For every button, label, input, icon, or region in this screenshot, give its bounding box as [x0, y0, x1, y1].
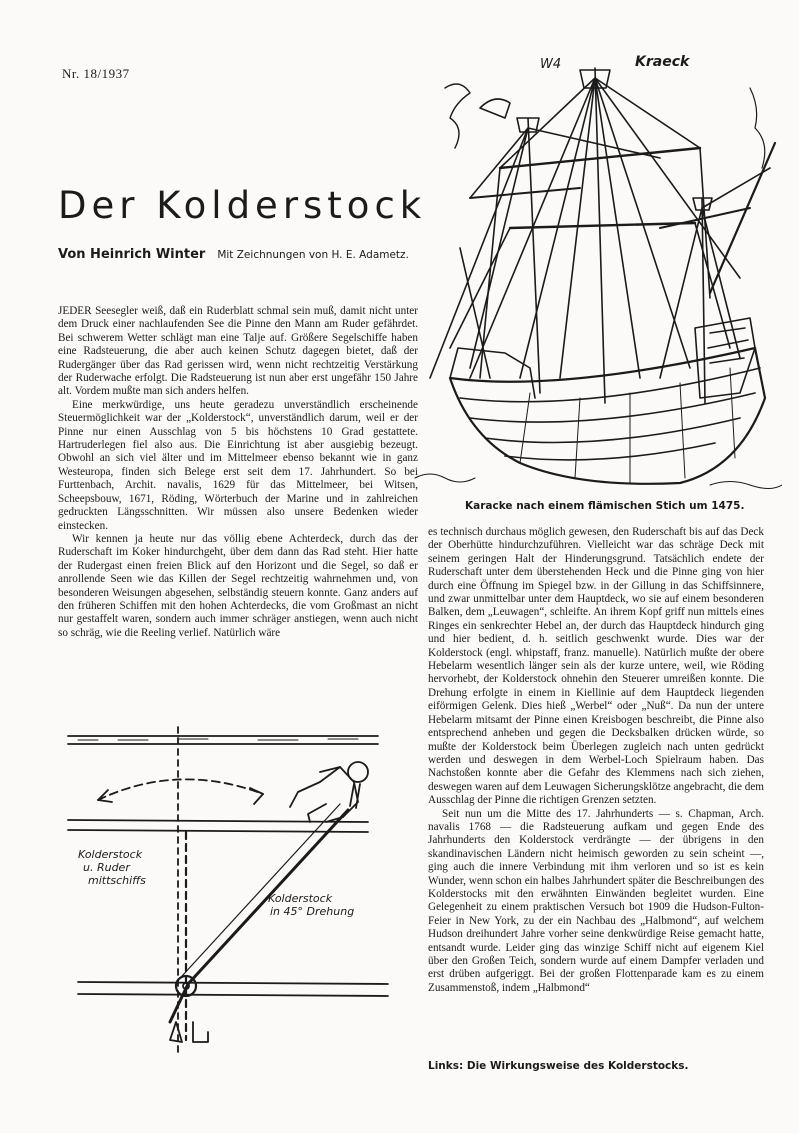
- diagram-label-midships-2: u. Ruder: [83, 861, 130, 874]
- diagram-label-rotated-2: in 45° Drehung: [270, 905, 355, 918]
- diagram-label-midships-3: mittschiffs: [88, 874, 146, 887]
- diagram-label-rotated-1: Kolderstock: [268, 892, 333, 905]
- issue-number: Nr. 18/1937: [62, 66, 130, 81]
- diagram-label-midships-1: Kolderstock: [78, 848, 143, 861]
- illustration-credit: Mit Zeichnungen von H. E. Adametz.: [217, 249, 409, 261]
- paragraph: JEDER Seesegler weiß, daß ein Ruderblatt schmal sein muß, damit nicht unter dem Druck einer nachlaufenden See die Pinne den Mann am Ruder gefährdet. Bei schwerem Wetter schlägt man eine Talje auf. Größere Segelschiffe haben eine Radsteuerung, die aber auch keinen Schutz dagegen bietet, daß der Rudergänger über das Rad gerissen wird, wenn nicht rechtzeitig Verstärkung der Ruderwache erfolgt. Die Radsteuerung ist nun aber erst ungefähr 150 Jahre alt. Vordem mußte man sich anders helfen.: [58, 305, 418, 398]
- kolderstock-diagram: [58, 722, 420, 1067]
- diagram-caption: Links: Die Wirkungsweise des Kolderstocks.: [428, 1060, 689, 1072]
- ship-flag-label-left: W4: [540, 57, 562, 72]
- paragraph: Eine merkwürdige, uns heute geradezu unverständlich erscheinende Steuermöglichkeit war der „Kolderstock“, unverständlich darum, weil er der Pinne nur einen Ausschlag von 5 bis höchstens 10 Grad gestattete. Hartruderlegen fiel also aus. Die Einrichtung ist aber ausgiebig bezeugt. Obwohl an sich viel älter und im Mittelmeer ebenso bekannt wie in ganz Westeuropa, finden sich Belege erst seit dem 17. Jahrhundert. So bei Furttenbach, Archit. navalis, 1629 für das Mittelmeer, bei Witsen, Scheepsbouw, 1671, Röding, Wörterbuch der Marine und in zahlreichen gedruckten Längsschnitten. Wir müssen also unsere Bedenken wieder einstecken.: [58, 398, 418, 532]
- carrack-ship-illustration: [410, 48, 782, 493]
- article-column-right: [428, 526, 764, 1051]
- paragraph: Seit nun um die Mitte des 17. Jahrhunderts — s. Chapman, Arch. navalis 1768 — die Radsteuerung aufkam und gegen Ende des Jahrhunderts den Kolderstock verdrängte — der übrigens in den skandinavischen Ländern nicht heimisch geworden zu sein scheint —, ging auch die innere Verbindung mit ihm verloren und so ist es kein Wunder, wenn schon ein halbes Jahrhundert später die Beschreibungen des Kolderstocks mit den erwähnten Einwänden begleitet wurden. Eine Gelegenheit zu einem praktischen Versuch bot 1909 die Hudson-Fulton-Feier in New York, zu der ein Nachbau des „Halbmond“, auf welchem Hudson dreihundert Jahre vorher seine denkwürdige Reise gemacht hatte, entsandt wurde. Leider ging das winzige Schiff nicht auf eigenem Kiel über den Großen Teich, sondern wurde auf einem Dampfer verladen und erst drüben aufgeriggt. Bei der großen Flottenparade kam es zu einem Zusammenstoß, indem „Halbmond“: [428, 807, 764, 994]
- article-title: Der Kolderstock: [58, 184, 427, 227]
- ship-flag-label-right: Kraeck: [635, 54, 690, 70]
- paragraph: es technisch durchaus möglich gewesen, den Ruderschaft bis auf das Deck der Oberhütte hindurchzuführen. Vielleicht war das schräge Deck mit seinem geringen Halt der Hinderungsgrund. Tatsächlich endete der Ruderschaft unter dem überstehenden Heck und die Pinne ging von hier durch eine Öffnung im Spiegel bzw. in der Gillung in das Schiffsinnere, und zwar unmittelbar unter dem Hauptdeck, wo sie auf einem besonderen Balken, dem „Leuwagen“, schleifte. An ihrem Kopf griff nun mittels eines Ringes ein senkrechter Hebel an, der durch das Hauptdeck hindurch ging und hier bedient, d. h. seitlich geschwenkt wurde. Dies war der Kolderstock (engl. whipstaff, franz. manuelle). Natürlich mußte der obere Hebelarm wesentlich länger sein als der kurze untere, weil, wie Röding hervorhebt, der Kolderstock ohnehin den Steuerer umreißen konnte. Die Drehung erfolgte in einem in Kiellinie auf dem Hauptdeck liegenden eiförmigen Gelenk. Dies hieß „Werbel“ oder „Nuß“. Da nun der untere Hebelarm mitsamt der Pinne einen Kreisbogen beschreibt, die Pinne also entsprechend anheben und gegen die Decksbalken drücken würde, so mußte der Kolderstock beim Überlegen zugleich nach unten gedrückt werden und deswegen in dem Werbel-Loch Spielraum haben. Das Nachstoßen konnte aber die Gefahr des Klemmens nach sich ziehen, deswegen waren auf dem Leuwagen Sicherungsklötze angebracht, die dem Ausschlag der Pinne die richtigen Grenzen setzten.: [428, 526, 764, 807]
- author-name: Von Heinrich Winter: [58, 247, 206, 262]
- ship-caption: Karacke nach einem flämischen Stich um 1475.: [465, 500, 745, 512]
- paragraph: Wir kennen ja heute nur das völlig ebene Achterdeck, durch das der Ruderschaft im Koker hindurchgeht, über dem dann das Rad steht. Hier hatte der Rudergast einen freien Blick auf den Horizont und die Segel, so daß er anrollende Seen wie das Killen der Segel rechtzeitig wahrnehmen und, von besonderen Weisungen abgesehen, selbständig steuern konnte. Ganz anders auf den früheren Schiffen mit den hohen Achterdecks, die vom Großmast an nicht nur gestaffelt waren, sondern auch immer schräger anstiegen, wenn auch nicht so schräg, wie die Reeling verlief. Natürlich wäre: [58, 532, 418, 639]
- article-column-left: [58, 305, 418, 710]
- byline: [58, 246, 409, 262]
